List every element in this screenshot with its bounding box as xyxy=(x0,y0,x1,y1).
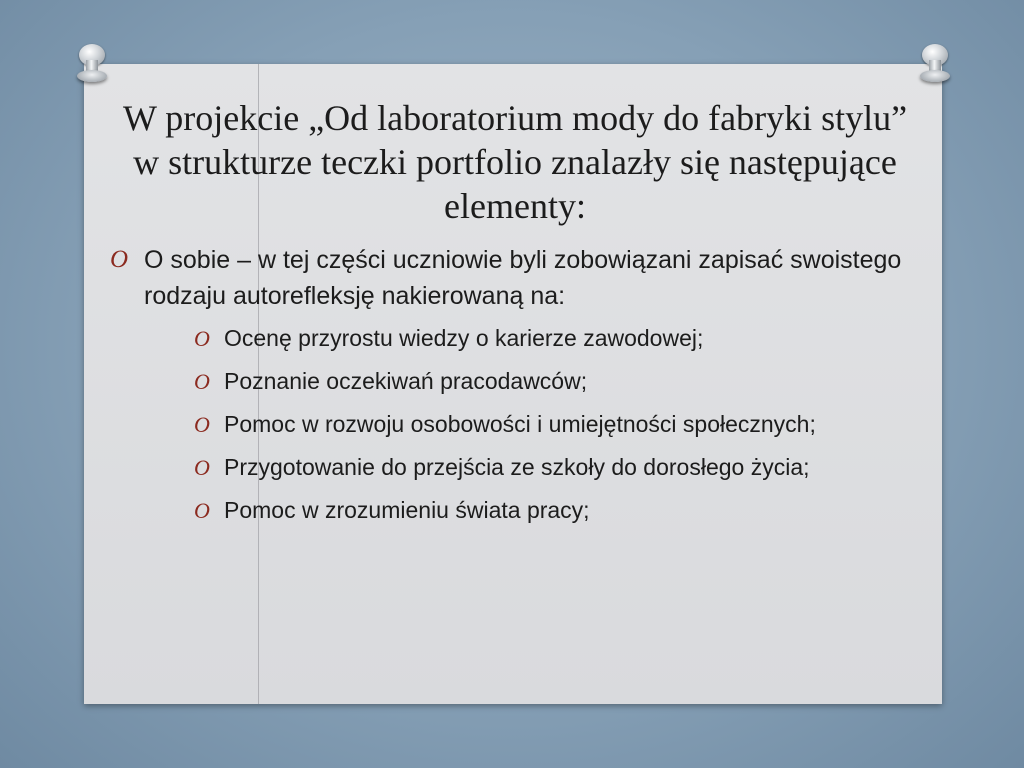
main-bullet-item xyxy=(104,242,924,527)
bullet-icon: O xyxy=(194,412,210,437)
bullet-icon: O xyxy=(194,498,210,523)
main-item-text: – w tej części uczniowie byli zobowiązani zapisać swoistego rodzaju autorefleksję nakierowaną na: xyxy=(144,246,902,310)
sub-item-text: Przygotowanie do przejścia ze szkoły do dorosłego życia; xyxy=(224,454,810,480)
sub-item-text: Poznanie oczekiwań pracodawców; xyxy=(224,368,588,394)
sub-bullet-item xyxy=(144,322,924,355)
sub-bullet-list xyxy=(144,322,924,527)
slide-content xyxy=(104,242,924,537)
sub-bullet-item xyxy=(144,494,924,527)
bullet-icon: O xyxy=(194,326,210,351)
sub-item-text: Pomoc w rozwoju osobowości i umiejętności społecznych; xyxy=(224,411,816,437)
sub-bullet-item xyxy=(144,451,924,484)
pushpin-icon xyxy=(75,44,109,82)
bullet-list xyxy=(104,242,924,527)
main-item-term: O sobie xyxy=(144,246,231,274)
bullet-icon: O xyxy=(110,246,129,273)
pushpin-icon xyxy=(918,44,952,82)
bullet-icon: O xyxy=(194,455,210,480)
sub-bullet-item xyxy=(144,365,924,398)
bullet-icon: O xyxy=(194,369,210,394)
slide-title: W projekcie „Od laboratorium mody do fabryki stylu” w strukturze teczki portfolio znalazły się następujące elementy: xyxy=(122,98,908,226)
sub-item-text: Pomoc w zrozumieniu świata pracy; xyxy=(224,497,590,523)
sub-item-text: Ocenę przyrostu wiedzy o karierze zawodowej; xyxy=(224,325,704,351)
sub-bullet-item xyxy=(144,408,924,441)
